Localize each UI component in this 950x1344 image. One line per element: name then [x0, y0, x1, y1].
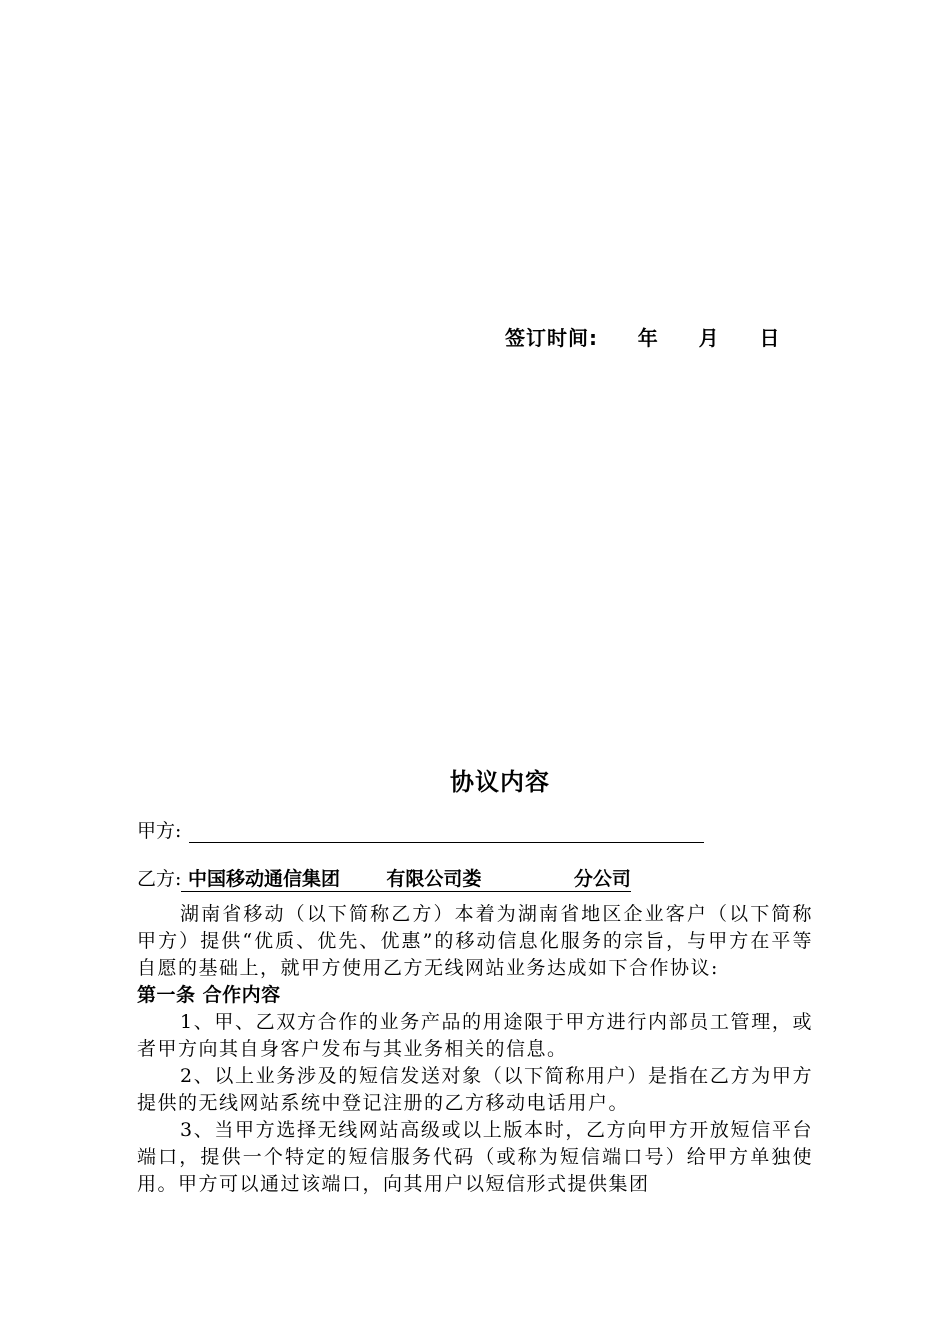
article-1-heading: 第一条 合作内容: [137, 984, 281, 1006]
title-text: 协议内容: [450, 768, 550, 796]
party-a-blank-line: [189, 822, 704, 843]
agreement-body: [137, 901, 813, 1198]
article-1-item-2: 2、以上业务涉及的短信发送对象（以下简称用户）是指在乙方为甲方提供的无线网站系统中登记注册的乙方移动电话用户。: [137, 1065, 813, 1114]
party-b-name: 中国移动通信集团 有限公司娄 分公司: [181, 868, 631, 890]
document-title: [0, 762, 950, 797]
article-1-item-3: 3、当甲方选择无线网站高级或以上版本时，乙方向甲方开放短信平台端口，提供一个特定的短信服务代码（或称为短信端口号）给甲方单独使用。甲方可以通过该端口，向其用户以短信形式提供集团: [137, 1119, 813, 1195]
party-b-label: 乙方:: [137, 868, 182, 890]
party-b-row: [137, 864, 631, 891]
party-a-row: [137, 816, 704, 843]
intro-paragraph: 湖南省移动（以下简称乙方）本着为湖南省地区企业客户（以下简称甲方）提供“优质、优先、优惠”的移动信息化服务的宗旨，与甲方在平等自愿的基础上，就甲方使用乙方无线网站业务达成如下合作协议:: [137, 903, 813, 979]
signing-date: 签订时间: 年 月 日: [505, 326, 781, 350]
party-a-label: 甲方:: [137, 820, 182, 842]
article-1-item-1: 1、甲、乙双方合作的业务产品的用途限于甲方进行内部员工管理，或者甲方向其自身客户发布与其业务相关的信息。: [137, 1011, 813, 1060]
